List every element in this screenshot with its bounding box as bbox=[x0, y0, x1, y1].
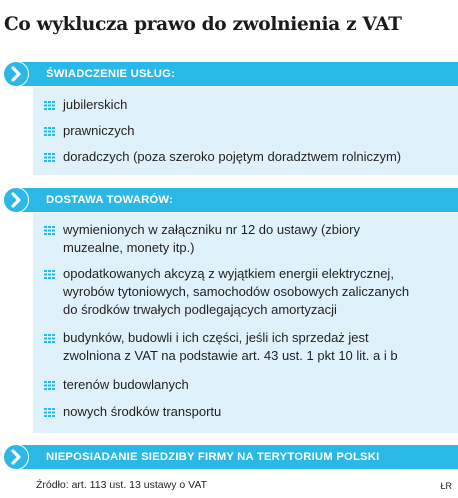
list-item bbox=[44, 148, 452, 166]
section-header bbox=[0, 187, 458, 213]
list-item bbox=[44, 376, 452, 394]
list-item-text: doradczych (poza szeroko pojętym doradztwem rolniczym) bbox=[63, 149, 402, 164]
dot-grid-icon bbox=[44, 101, 55, 110]
dot-grid-icon bbox=[44, 153, 55, 162]
list-item-text: jubilerskich bbox=[63, 97, 128, 112]
section-header bbox=[0, 444, 458, 470]
arrow-right-circle-icon bbox=[3, 444, 29, 470]
section-no-seat bbox=[0, 444, 458, 470]
source-note: Źródło: art. 113 ust. 13 ustawy o VAT bbox=[36, 479, 207, 491]
list-item-text: budynków, budowli i ich części, jeśli ich sprzedaż jest zwolniona z VAT na podstawie art. 43 ust. 1 pkt 10 lit. a i b bbox=[63, 330, 398, 363]
section-header bbox=[0, 61, 458, 87]
list-item-text: opodatkowanych akcyzą z wyjątkiem energii elektrycznej, wyrobów tytoniowych, samochodów osobowych zaliczanych do środków trwałych podlegających amortyzacji bbox=[63, 266, 410, 317]
section-label: ŚWIADCZENIE USŁUG: bbox=[46, 68, 176, 80]
section-panel bbox=[33, 87, 458, 175]
list-item-text: nowych środków transportu bbox=[63, 404, 222, 419]
section-services bbox=[0, 61, 458, 164]
list-item bbox=[44, 221, 452, 257]
arrow-right-circle-icon bbox=[3, 187, 29, 213]
section-goods bbox=[0, 187, 458, 419]
list-item bbox=[44, 329, 452, 365]
dot-grid-icon bbox=[44, 226, 55, 235]
section-label: DOSTAWA TOWARÓW: bbox=[46, 194, 174, 206]
list-item bbox=[44, 96, 452, 114]
list-item-text: terenów budowlanych bbox=[63, 377, 189, 392]
list-item bbox=[44, 403, 452, 421]
section-label: NIEPOSIADANIE SIEDZIBY FIRMY NA TERYTORIUM POLSKI bbox=[46, 451, 380, 463]
dot-grid-icon bbox=[44, 127, 55, 136]
list-item bbox=[44, 122, 452, 140]
list-item-text: wymienionych w załączniku nr 12 do ustawy (zbiory muzealne, monety itp.) bbox=[63, 222, 360, 255]
list-item bbox=[44, 265, 452, 319]
section-panel bbox=[33, 213, 458, 433]
dot-grid-icon bbox=[44, 270, 55, 279]
list-item-text: prawniczych bbox=[63, 123, 135, 138]
dot-grid-icon bbox=[44, 408, 55, 417]
arrow-right-circle-icon bbox=[3, 61, 29, 87]
author-credit: ŁR bbox=[440, 481, 452, 491]
dot-grid-icon bbox=[44, 381, 55, 390]
dot-grid-icon bbox=[44, 334, 55, 343]
page-title: Co wyklucza prawo do zwolnienia z VAT bbox=[4, 14, 402, 35]
